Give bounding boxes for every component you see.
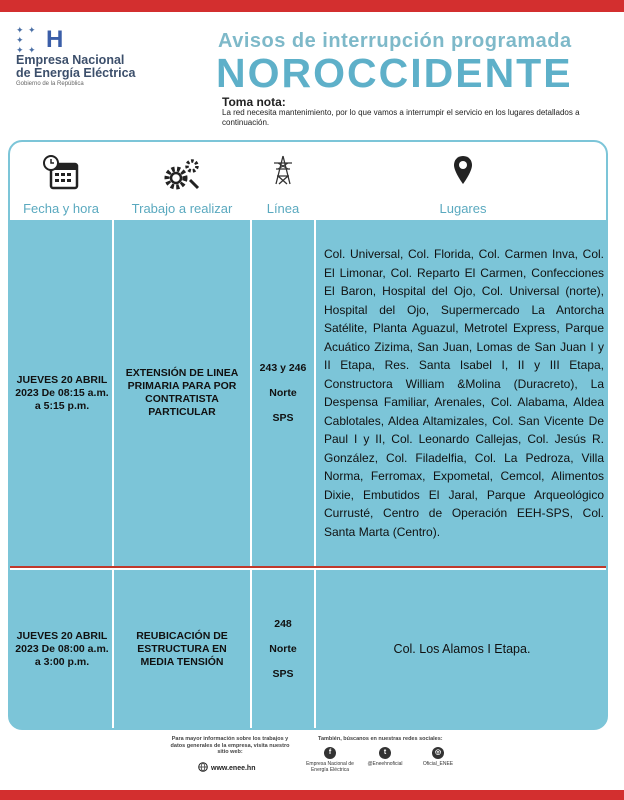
note-heading: Toma nota: bbox=[222, 95, 286, 109]
enee-logo bbox=[16, 25, 216, 87]
website-link[interactable] bbox=[198, 762, 255, 774]
company-subtitle: Gobierno de la República bbox=[16, 81, 84, 87]
bottom-red-bar bbox=[0, 790, 624, 800]
note-text: La red necesita mantenimiento, por lo que vamos a interrumpir el servicio en los lugares detallados a continuación. bbox=[222, 108, 580, 127]
top-red-bar bbox=[0, 0, 624, 12]
facebook-link[interactable] bbox=[302, 747, 358, 773]
location-pin-icon bbox=[316, 154, 608, 191]
social-label: Empresa Nacional de Energía Eléctrica bbox=[306, 761, 354, 773]
twitter-link[interactable] bbox=[357, 747, 413, 767]
column-trabajo bbox=[114, 142, 250, 220]
globe-icon bbox=[198, 762, 208, 774]
table-header bbox=[10, 142, 606, 220]
website-text: www.enee.hn bbox=[211, 764, 256, 772]
column-linea bbox=[252, 142, 314, 220]
column-fecha bbox=[10, 142, 112, 220]
linea-number: 243 y 246 bbox=[259, 361, 307, 374]
table-row-2-lugares: Col. Los Alamos I Etapa. bbox=[393, 641, 531, 656]
linea-ciudad: SPS bbox=[272, 667, 294, 680]
column-divider bbox=[112, 142, 114, 728]
company-name-line2: de Energía Eléctrica bbox=[16, 66, 136, 80]
table-row-2-fecha: JUEVES 20 ABRIL 2023 De 08:00 a.m. a 3:00 p.m. bbox=[15, 629, 109, 668]
twitter-icon: t bbox=[379, 747, 391, 759]
social-label: @Eneehnoficial bbox=[367, 761, 403, 767]
logo-stars: ✦ ✦ ✦ ✦ ✦ bbox=[16, 25, 37, 55]
social-label: Oficial_ENEE bbox=[422, 761, 454, 767]
footer-info-text: Para mayor información sobre los trabajos y datos generales de la empresa, visita nuestro sitio web: bbox=[170, 736, 290, 755]
column-label: Fecha y hora bbox=[23, 201, 99, 216]
table-row-2-linea bbox=[252, 570, 314, 728]
column-label: Trabajo a realizar bbox=[131, 201, 233, 216]
table-row-1-lugares: Col. Universal, Col. Florida, Col. Carmen Inva, Col. El Limonar, Col. Reparto El Carmen, Confecciones El Baron, Hospital del Ojo, Col. Universal (norte), Hospital del Ojo, Supermercado La Antorcha Satélite, Planta Aguazul, Metrotel Express, Parque Acuático Zizima, San Juan, Lomas de San Juan I y II Etapa, Res. Santa Isabel I, II y III Etapa, Constructora William &Molina (Duracreto), La Despensa Familiar, Arenales, Col. Alabama, Aldea Cablotales, Aldea Altamizales, Col. San Vicente De Paul I y II, Col. Leonardo Callejas, Col. Jesús R. González, Col. Filadelfia, Col. La Pedroza, Villa Norma, Ferromax, Expometal, Cemcol, Alimentos Dixie, Embutidos El Jaral, Parque Arqueológico Currusté, Centro de Operación EEH-SPS, Col. Santa Marta (Centro). bbox=[324, 247, 604, 539]
logo-mark bbox=[16, 25, 216, 55]
linea-zona: Norte bbox=[269, 386, 297, 399]
power-tower-icon bbox=[252, 154, 314, 191]
table-row-1-linea bbox=[252, 220, 314, 566]
column-label: Lugares bbox=[439, 201, 487, 216]
table-row-2-trabajo: REUBICACIÓN DE ESTRUCTURA EN MEDIA TENSIÓN bbox=[136, 629, 228, 668]
column-label: Línea bbox=[266, 201, 300, 216]
linea-ciudad: SPS bbox=[272, 411, 294, 424]
logo-letter: H bbox=[46, 26, 64, 53]
footer-social-text: También, búscanos en nuestras redes sociales: bbox=[318, 736, 443, 742]
region-title: NOROCCIDENTE bbox=[216, 50, 573, 96]
table-row-1-trabajo: EXTENSIÓN DE LINEA PRIMARIA PARA POR CONTRATISTA PARTICULAR bbox=[125, 367, 239, 418]
instagram-link[interactable] bbox=[410, 747, 466, 767]
company-name-line1: Empresa Nacional bbox=[16, 53, 125, 67]
table-row-1-fecha: JUEVES 20 ABRIL 2023 De 08:15 a.m. a 5:15 p.m. bbox=[15, 373, 109, 412]
column-lugares bbox=[316, 142, 608, 220]
outage-table bbox=[8, 140, 608, 730]
calendar-clock-icon bbox=[10, 154, 112, 199]
instagram-icon: ◎ bbox=[432, 747, 444, 759]
linea-zona: Norte bbox=[269, 642, 297, 655]
linea-number: 248 bbox=[274, 617, 292, 630]
facebook-icon: f bbox=[324, 747, 336, 759]
gears-icon bbox=[114, 154, 250, 199]
page-title: Avisos de interrupción programada bbox=[218, 30, 572, 52]
